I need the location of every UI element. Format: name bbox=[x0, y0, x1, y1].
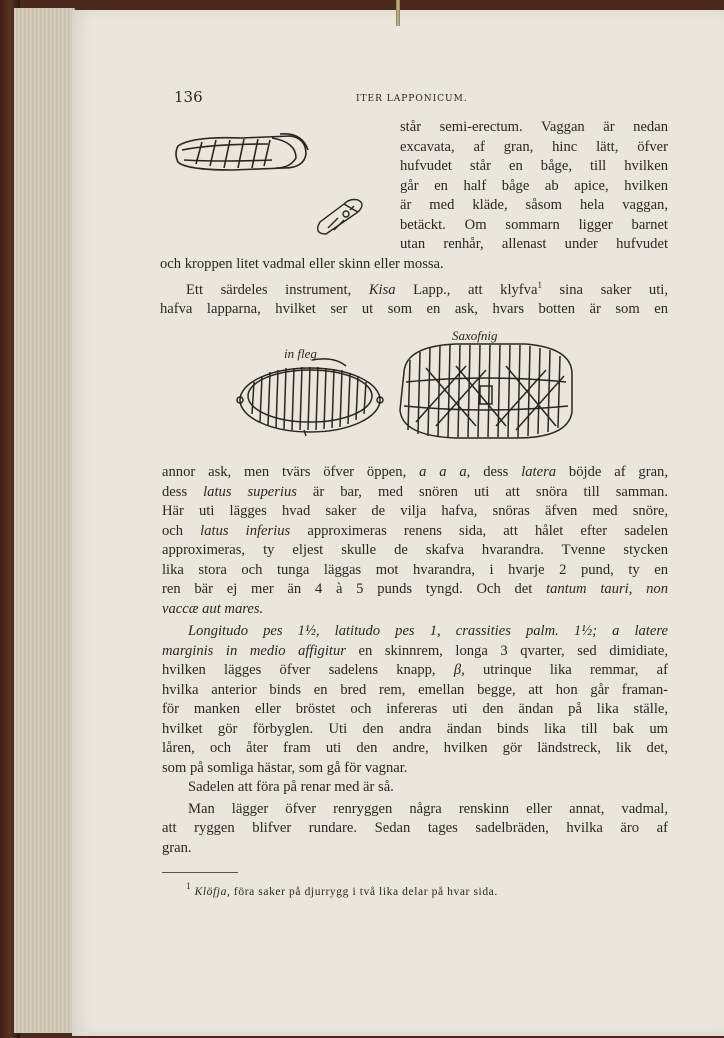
text-line: annor ask, men tvärs öfver öppen, a a a, dess latera böjde af gran, bbox=[162, 464, 668, 480]
text-line: ren bär ej mer än 4 à 5 punds tyngd. Och det tantum tauri, non bbox=[162, 581, 668, 597]
footnote-text: föra saker på djurrygg i två lika delar på hvar sida. bbox=[230, 886, 498, 898]
cradle-sketch bbox=[172, 128, 312, 178]
text-line: för manken eller bröstet och infereras uti den ändan på lika ställe, bbox=[162, 701, 668, 717]
small-cradle-sketch bbox=[314, 198, 370, 236]
text-line: gran. bbox=[162, 839, 192, 856]
text-line: approximeras, ty eljest skulle de skafva hvarandra. Tvenne stycken bbox=[162, 542, 668, 558]
bookmark-ribbon bbox=[396, 0, 400, 26]
text-line: Man lägger öfver renryggen några renskinn eller annat, vadmal, bbox=[188, 800, 668, 817]
footnote-marker: 1 bbox=[186, 881, 192, 891]
text-line: betäckt. Om sommarn ligger barnet bbox=[400, 216, 668, 233]
text-line: att ryggen blifver rundare. Sedan tages sadelbräden, hvilka äro af bbox=[162, 820, 668, 836]
text-line: marginis in medio affigitur en skinnrem, longa 3 qvarter, sed dimidiate, bbox=[162, 642, 668, 659]
text-block-upper bbox=[160, 255, 668, 320]
text-line: Sadelen att föra på renar med är så. bbox=[188, 779, 394, 795]
paragraph-1 bbox=[400, 118, 668, 255]
text-line: Här uti lägges hvad saker de vilja hafva, snöras äfven med snöre, bbox=[162, 503, 668, 519]
text-line: hufvudet står en båge, till hvilken bbox=[400, 158, 668, 174]
text-line: och latus inferius approximeras renens sida, att hålet efter sadelen bbox=[162, 522, 668, 539]
running-head: ITER LAPPONICUM. bbox=[356, 94, 468, 104]
text-line: dess latus superius är bar, med snören uti att snöra till samman. bbox=[162, 483, 668, 500]
text-block-lower bbox=[162, 463, 668, 858]
text-line: lika stora och tunga läggas mot hvarandra, i hvarje 2 pund, ty en bbox=[162, 561, 668, 578]
text-line: hvilka anterior binds en bred rem, emellan begge, att hon går framan- bbox=[162, 681, 668, 698]
text-line: hafva lapparna, hvilket ser ut som en ask, hvars botten är som en bbox=[160, 301, 668, 317]
text-line: som på somliga hästar, som gå för vagnar. bbox=[162, 759, 408, 776]
footnote-ref[interactable]: 1 bbox=[537, 279, 542, 290]
text-line: går en half båge ab apice, hvilken bbox=[400, 177, 668, 194]
text-line: hvilket gör förbyglen. Uti den andra ändan binds lika till bak um bbox=[162, 720, 668, 737]
text-line: och kroppen litet vadmal eller skinn eller mossa. bbox=[160, 256, 444, 272]
page-edges bbox=[14, 8, 75, 1033]
page-header bbox=[174, 88, 674, 108]
text-line: Ett särdeles instrument, Kisa Lapp., att klyfva$^1$ sina saker uti, bbox=[186, 279, 668, 298]
sketch-label-left: in fleg bbox=[284, 346, 317, 361]
kisa-term: Kisa bbox=[368, 281, 396, 298]
text-line: låren, och åter fram uti den andre, hvilken gör ländstreck, lik det, bbox=[162, 740, 668, 756]
text-line: vaccæ aut mares. bbox=[162, 600, 264, 617]
footnote-rule bbox=[162, 872, 238, 873]
text-line: excavata, af gran, hinc lätt, öfver bbox=[400, 138, 668, 155]
text-line: hvilken lägges öfver sadelens knapp, β, utrinque lika remmar, af bbox=[162, 662, 668, 678]
kisa-box-left-sketch bbox=[234, 338, 386, 438]
page-number: 136 bbox=[174, 88, 203, 106]
text-line: Longitudo pes 1½, latitudo pes 1, crassities palm. 1½; a latere bbox=[188, 623, 668, 639]
sketch-label-right: Saxofnig bbox=[452, 328, 498, 343]
footnote-term: Klöfja, bbox=[194, 886, 231, 898]
kisa-box-right-sketch bbox=[396, 326, 580, 444]
text-line: utan renhår, allenast under hufvudet bbox=[400, 236, 668, 252]
text-line: är med kläde, såsom hela vaggan, bbox=[400, 197, 668, 213]
footnote bbox=[186, 881, 498, 898]
text-line: står semi-erectum. Vaggan är nedan bbox=[400, 119, 668, 135]
